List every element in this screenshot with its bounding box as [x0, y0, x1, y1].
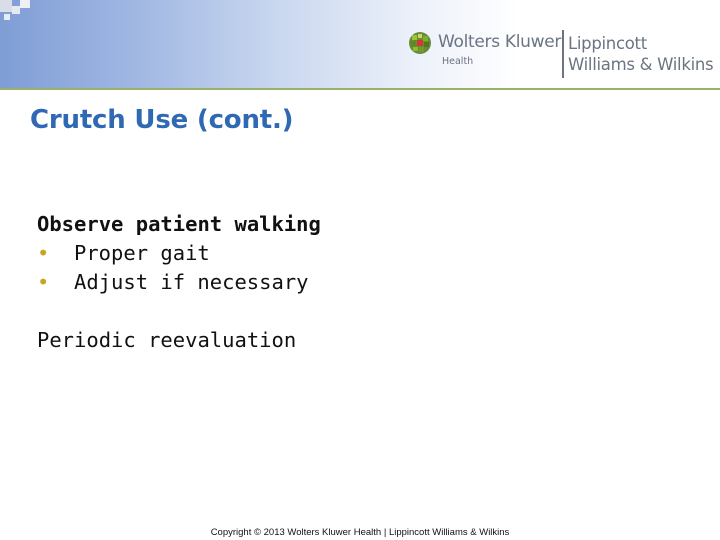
logo-divider: [562, 30, 564, 78]
header-divider: [0, 88, 720, 90]
body-heading: Observe patient walking: [37, 212, 321, 236]
publisher-logo: [406, 28, 716, 82]
bullet-text: Proper gait: [74, 241, 210, 265]
slide-title: Crutch Use (cont.): [30, 105, 294, 135]
footer-copyright: Copyright © 2013 Wolters Kluwer Health | Lippincott Williams & Wilkins: [210, 527, 510, 538]
bullet-text: Adjust if necessary: [74, 270, 309, 294]
publisher-name-line1: Lippincott: [568, 34, 647, 53]
brand-name: Wolters Kluwer: [438, 32, 562, 52]
publisher-name-line2: Williams & Wilkins: [568, 55, 714, 74]
bullet-icon: •: [37, 270, 50, 294]
wolters-kluwer-globe-icon: [408, 31, 432, 55]
bullet-item: [37, 241, 210, 265]
body-paragraph: Periodic reevaluation: [37, 328, 297, 352]
bullet-icon: •: [37, 241, 50, 265]
bullet-item: [37, 270, 309, 294]
brand-sub: Health: [442, 56, 474, 67]
